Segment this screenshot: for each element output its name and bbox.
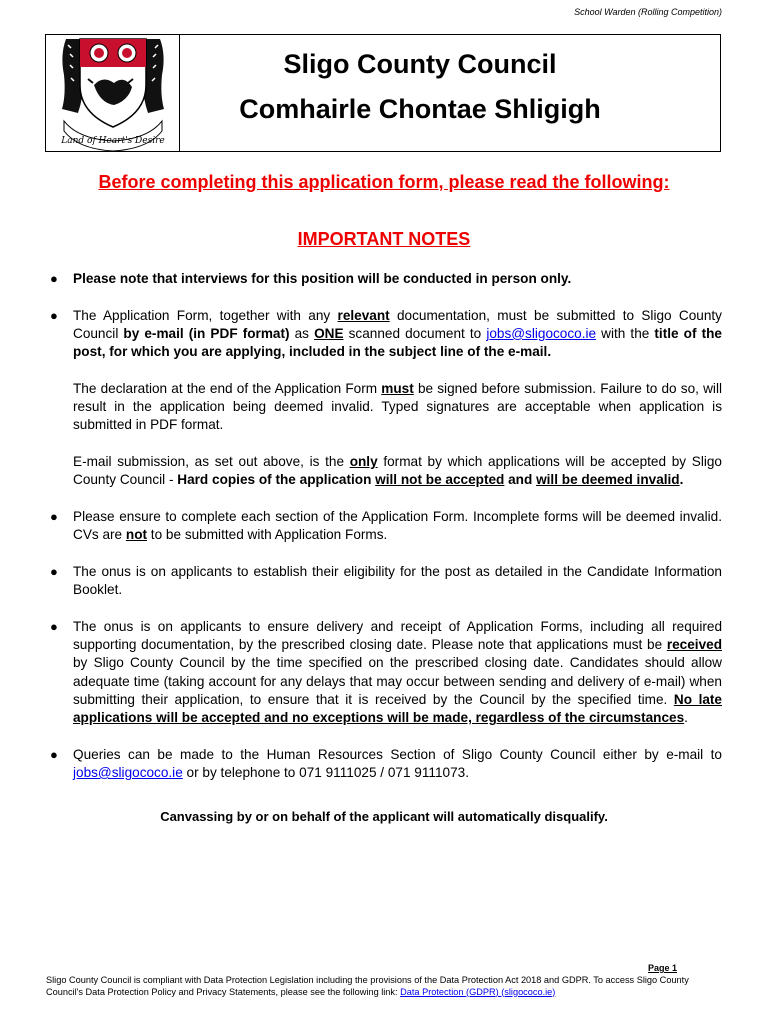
data-protection-footer [46,975,722,998]
crest-cell [46,35,180,151]
svg-text:Land of Heart's Desire: Land of Heart's Desire [61,136,165,146]
intro-heading: Before completing this application form, please read the following: [98,172,670,192]
bullet-icon: ● [50,508,58,524]
data-protection-link[interactable]: Data Protection (GDPR) (sligococo.ie) [400,986,556,997]
letterhead [45,34,721,152]
running-header: School Warden (Rolling Competition) [574,7,722,17]
list-item: ● The onus is on applicants to ensure delivery and receipt of Application Forms, including all required supporting documentation, by the prescribed closing date. Please note that applications must be received by Sligo County Council by the time specified on the prescribed closing date. Candidates should allow adequate time (taking account for any delays that may occur between sending and delivery of e-mail) when submitting their application, to ensure that it is received by the Council by the specified time. No late applications will be accepted and no exceptions will be made, regardless of the circumstances. [50,618,722,726]
title-cell [180,35,720,151]
page-number: Page 1 [648,963,678,973]
bullet-icon: ● [50,271,58,286]
email-link[interactable]: jobs@sligococo.ie [73,765,183,781]
notes-list [46,270,722,782]
bullet-icon: ● [50,563,58,579]
list-item: ● Queries can be made to the Human Resources Section of Sligo County Council either by e-mail to jobs@sligococo.ie or by telephone to 071 9111025 / 071 9111073. [50,746,722,781]
council-name-irish: Comhairle Chontae Shligigh [239,94,601,124]
list-item: ● Please note that interviews for this position will be conducted in person only. [46,270,722,288]
footer-text: Sligo County Council is compliant with Data Protection Legislation including the provisions of the Data Protection Act 2018 and GDPR. To access Sligo County Council's Data Protection Policy and Privacy Statements, please see the following link: [46,975,689,997]
bullet-icon: ● [50,307,58,323]
bullet-icon: ● [50,618,58,634]
county-crest-logo [58,35,168,151]
council-name-english: Sligo County Council [283,49,557,79]
list-item: ● The onus is on applicants to establish their eligibility for the post as detailed in the Candidate Information Booklet. [50,563,722,598]
email-link[interactable]: jobs@sligococo.ie [486,325,597,341]
bullet-icon: ● [50,746,58,762]
list-item: ● Please ensure to complete each section of the Application Form. Incomplete forms will be deemed invalid. CVs are not to be submitted with Application Forms. [50,508,722,543]
list-item: ● The Application Form, together with any relevant documentation, must be submitted to Sligo County Council by e-mail (in PDF format) as ONE scanned document to jobs@sligococo.ie with the title of the post, for which you are applying, included in the subject line of the e-mail. The declaration at the end of the Application Form must be signed before submission. Failure to do so, will result in the application being deemed invalid. Typed signatures are acceptable when application is submitted in PDF format. E-mail submission, as set out above, is the only format by which applications will be accepted by Sligo County Council - Hard copies of the application will not be accepted and will be deemed invalid. [50,307,722,488]
important-notes-heading: IMPORTANT NOTES [297,229,471,249]
canvassing-notice: Canvassing by or on behalf of the applicant will automatically disqualify. [160,809,608,824]
